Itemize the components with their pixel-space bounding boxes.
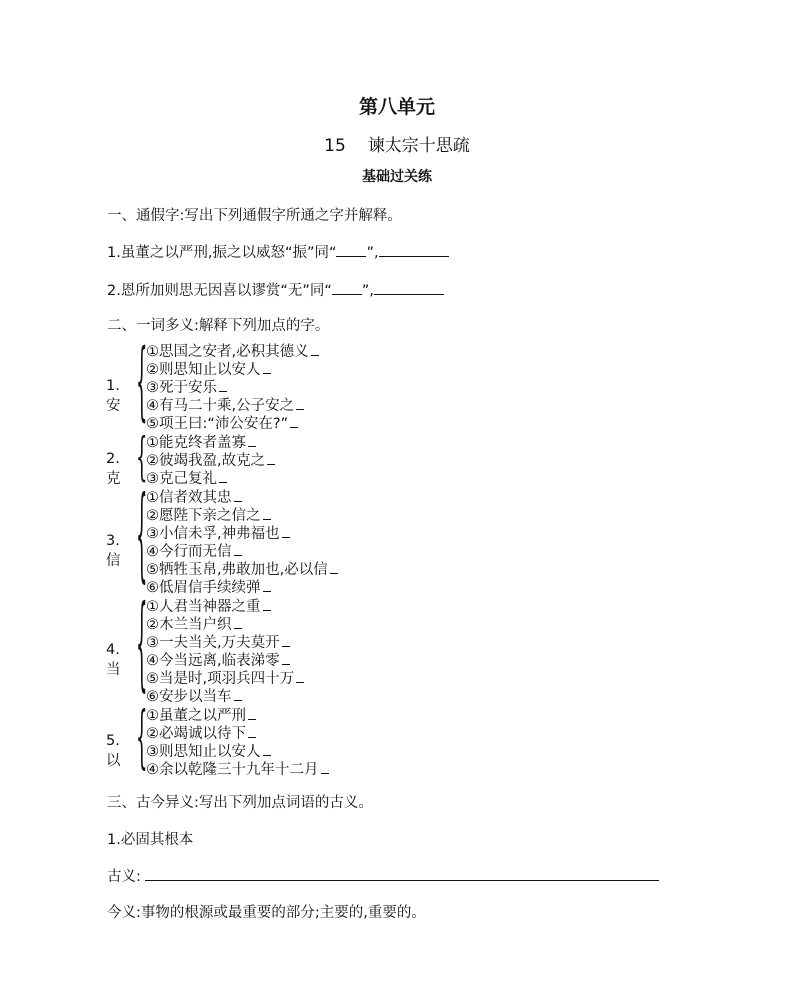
answer-blank[interactable]	[263, 579, 271, 592]
section2-heading: 二、一词多义:解释下列加点的字。	[107, 318, 330, 334]
sentence-item	[146, 725, 329, 743]
sentence-item	[146, 343, 319, 361]
group-items	[146, 489, 338, 597]
gu-yi-label: 古义:	[107, 869, 141, 885]
sentence-item	[146, 707, 329, 725]
sentence-item	[146, 634, 304, 652]
brace-icon: {	[136, 699, 148, 779]
answer-blank[interactable]	[379, 242, 449, 257]
sentence-text: ⑤项王曰:“沛公安在?”	[146, 416, 289, 432]
sentence-text: ①思国之安者,必积其德义	[146, 344, 309, 360]
sentence-item	[146, 579, 338, 597]
sentence-item	[146, 434, 275, 452]
group-label: 5.以	[106, 733, 121, 769]
group-label: 3.信	[106, 533, 121, 569]
answer-blank[interactable]	[374, 280, 444, 295]
item-prefix: 2.恩所加则思无因喜以谬赏“无”同“	[107, 283, 332, 299]
sentence-item	[146, 489, 338, 507]
answer-blank[interactable]	[263, 361, 271, 374]
answer-blank[interactable]	[267, 452, 275, 465]
answer-blank[interactable]	[336, 242, 366, 257]
sentence-text: ④今行而无信	[146, 544, 232, 560]
group-items	[146, 343, 319, 433]
group-label: 4.当	[106, 642, 121, 678]
sentence-text: ①信者效其忠	[146, 490, 232, 506]
answer-blank[interactable]	[234, 616, 242, 629]
section3-heading: 三、古今异义:写出下列加点词语的古义。	[107, 795, 373, 811]
answer-blank[interactable]	[219, 379, 227, 392]
sentence-text: ④今当远离,临表涕零	[146, 653, 280, 669]
section3-item-1: 1.必固其根本	[107, 832, 194, 848]
answer-blank[interactable]	[219, 470, 227, 483]
answer-blank[interactable]	[290, 415, 298, 428]
sentence-text: ②必竭诚以待下	[146, 726, 246, 742]
sentence-text: ③死于安乐	[146, 380, 217, 396]
answer-blank[interactable]	[311, 343, 319, 356]
sentence-item	[146, 561, 338, 579]
sentence-item	[146, 761, 329, 779]
item-mid: ”,	[366, 245, 379, 261]
sentence-item	[146, 670, 304, 688]
answer-blank[interactable]	[330, 561, 338, 574]
answer-blank[interactable]	[234, 489, 242, 502]
sentence-text: ②则思知止以安人	[146, 362, 261, 378]
sentence-text: ①能克终者盖寡	[146, 435, 246, 451]
sentence-text: ①人君当神器之重	[146, 599, 261, 615]
lesson-heading	[0, 131, 794, 156]
unit-title: 第八单元	[358, 96, 435, 118]
sentence-text: ⑥安步以当车	[146, 689, 232, 705]
sentence-item	[146, 743, 329, 761]
group-label: 2.克	[106, 451, 121, 487]
answer-blank[interactable]	[321, 761, 329, 774]
answer-blank[interactable]	[248, 707, 256, 720]
sentence-text: ③小信未孚,神弗福也	[146, 526, 280, 542]
sentence-item	[146, 507, 338, 525]
item-prefix: 1.虽董之以严刑,振之以威怒“振”同“	[107, 245, 337, 261]
sentence-item	[146, 379, 319, 397]
sentence-item	[146, 415, 319, 433]
answer-blank[interactable]	[296, 397, 304, 410]
lesson-title: 谏太宗十思疏	[367, 136, 470, 156]
jin-yi-text: 今义:事物的根源或最重要的部分;主要的,重要的。	[107, 905, 426, 921]
gu-yi-line	[107, 865, 659, 886]
answer-blank[interactable]	[263, 507, 271, 520]
brace-icon: {	[136, 428, 148, 488]
gu-yi-blank[interactable]	[145, 866, 659, 881]
answer-blank[interactable]	[263, 743, 271, 756]
group-label: 1.安	[106, 378, 121, 414]
sentence-text: ③则思知止以安人	[146, 744, 261, 760]
sentence-item	[146, 452, 275, 470]
sentence-item	[146, 525, 338, 543]
sentence-text: ②木兰当户织	[146, 617, 232, 633]
answer-blank[interactable]	[282, 652, 290, 665]
answer-blank[interactable]	[234, 543, 242, 556]
sentence-text: ①虽董之以严刑	[146, 708, 246, 724]
sentence-item	[146, 397, 319, 415]
section1-item-2	[107, 279, 444, 300]
sentence-item	[146, 543, 338, 561]
sentence-item	[146, 361, 319, 379]
sentence-text: ③克己复礼	[146, 471, 217, 487]
answer-blank[interactable]	[282, 525, 290, 538]
answer-blank[interactable]	[248, 434, 256, 447]
sentence-text: ③一夫当关,万夫莫开	[146, 635, 280, 651]
group-items	[146, 707, 329, 779]
sentence-text: ⑥低眉信手续续弹	[146, 580, 261, 596]
sentence-text: ⑤当是时,项羽兵四十万	[146, 671, 295, 687]
group-items	[146, 598, 304, 706]
answer-blank[interactable]	[248, 725, 256, 738]
section1-item-1	[107, 241, 449, 262]
brace-icon: {	[136, 477, 148, 597]
item-mid: ”,	[361, 283, 374, 299]
answer-blank[interactable]	[296, 670, 304, 683]
brace-icon: {	[136, 333, 148, 433]
sentence-item	[146, 652, 304, 670]
sentence-text: ④有马二十乘,公子安之	[146, 398, 295, 414]
answer-blank[interactable]	[332, 280, 362, 295]
group-items	[146, 434, 275, 488]
sentence-item	[146, 616, 304, 634]
brace-icon: {	[136, 586, 148, 706]
sentence-item	[146, 688, 304, 706]
sentence-text: ④余以乾隆三十九年十二月	[146, 762, 319, 778]
lesson-number: 15	[324, 136, 346, 156]
sentence-text: ②彼竭我盈,故克之	[146, 453, 266, 469]
sentence-text: ⑤牺牲玉帛,弗敢加也,必以信	[146, 562, 328, 578]
sentence-text: ②愿陛下亲之信之	[146, 508, 261, 524]
answer-blank[interactable]	[234, 688, 242, 701]
subtitle: 基础过关练	[362, 169, 432, 185]
sentence-item	[146, 470, 275, 488]
answer-blank[interactable]	[263, 598, 271, 611]
section1-heading: 一、通假字:写出下列通假字所通之字并解释。	[107, 208, 402, 224]
answer-blank[interactable]	[282, 634, 290, 647]
sentence-item	[146, 598, 304, 616]
